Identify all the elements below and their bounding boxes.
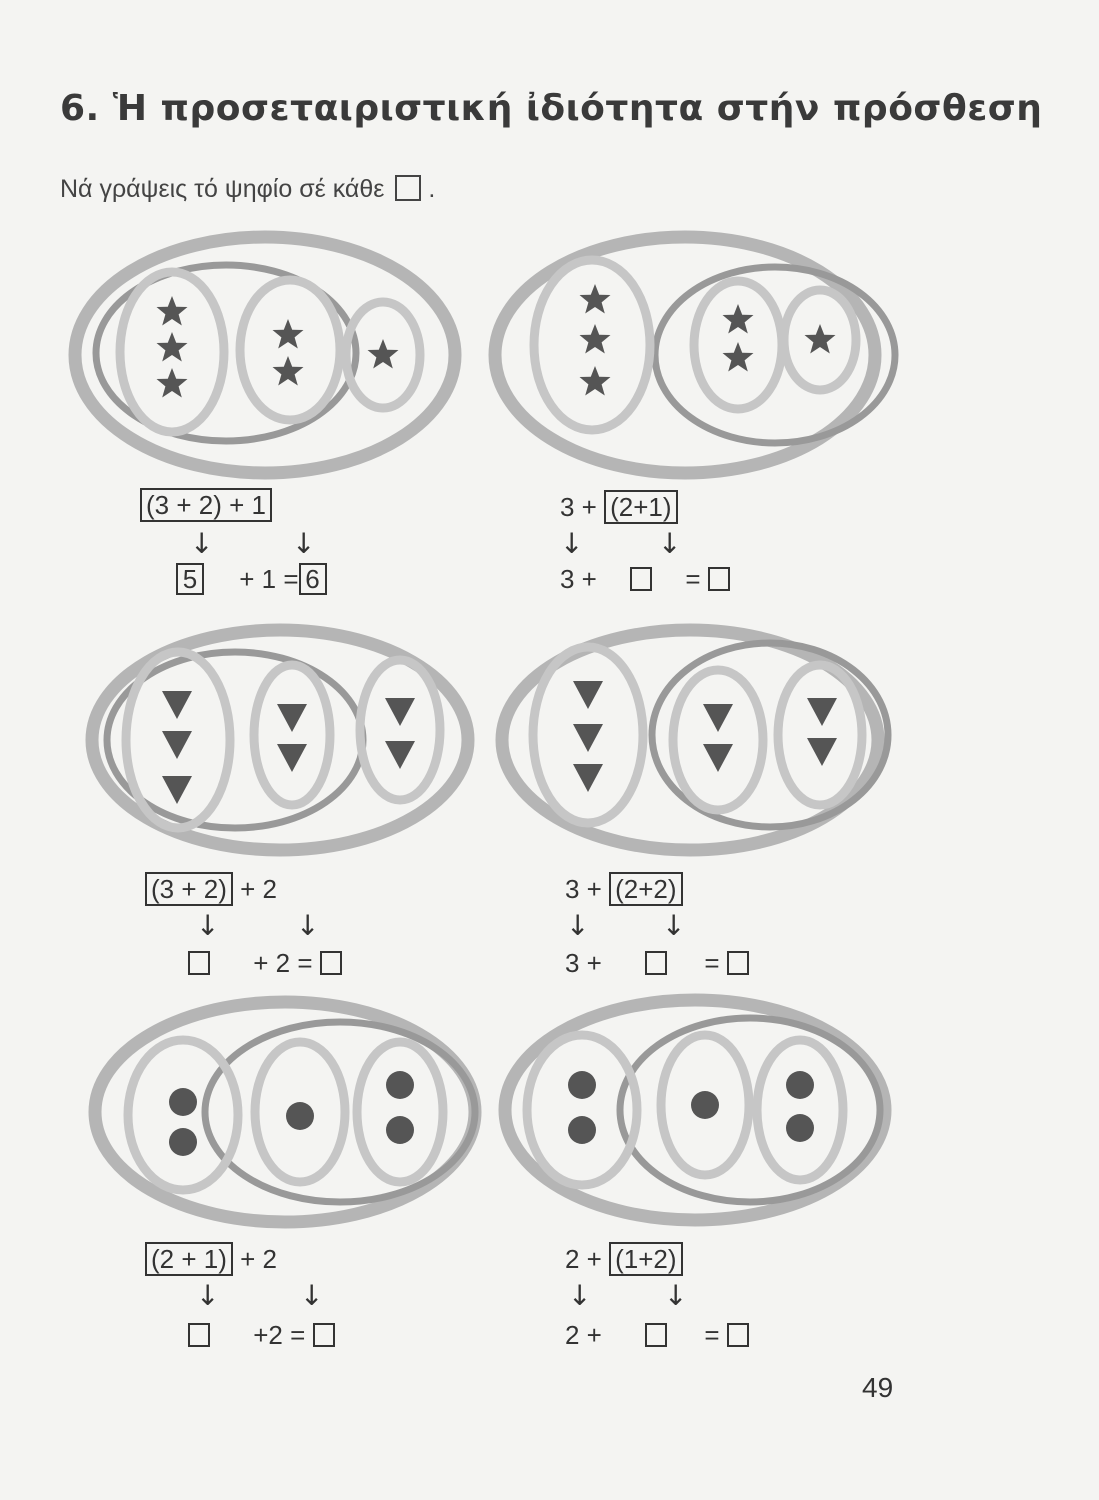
equation-text: 3 + bbox=[560, 564, 597, 594]
star-group-left bbox=[75, 237, 455, 473]
equation-1-left-line2 bbox=[176, 562, 327, 596]
instruction-text: Νά γράψεις τό ψηφίο σέ κάθε bbox=[60, 175, 385, 203]
star-group-right bbox=[495, 237, 895, 473]
down-arrow-icon: ↓ bbox=[658, 527, 682, 560]
framed-expression: (1+2) bbox=[609, 1242, 682, 1276]
equation-1-right-line1 bbox=[560, 490, 678, 524]
page-title: 6. Ἡ προσεταιριστική ἰδιότητα στήν πρόσθεση bbox=[60, 88, 1043, 129]
answer-box[interactable]: 5 bbox=[176, 563, 204, 595]
down-arrow-icon: ↓ bbox=[196, 909, 220, 942]
equation-3-left-line1 bbox=[145, 1242, 277, 1276]
equation-text: 3 + bbox=[560, 492, 597, 522]
equation-text: + 2 = bbox=[253, 948, 313, 978]
equation-text: = bbox=[704, 948, 720, 978]
equation-1-left-line1 bbox=[140, 488, 272, 522]
blank-box[interactable] bbox=[645, 1323, 667, 1347]
blank-box[interactable] bbox=[645, 951, 667, 975]
framed-expression: (2 + 1) bbox=[145, 1242, 233, 1276]
framed-expression: (2+2) bbox=[609, 872, 682, 906]
blank-box[interactable] bbox=[727, 1323, 749, 1347]
blank-box[interactable] bbox=[313, 1323, 335, 1347]
equation-2-left-line2 bbox=[188, 946, 342, 980]
triangle-icons-right bbox=[573, 681, 837, 792]
equation-text: +2 = bbox=[253, 1320, 306, 1350]
blank-box[interactable] bbox=[188, 951, 210, 975]
down-arrow-icon: ↓ bbox=[566, 909, 590, 942]
blank-box[interactable] bbox=[188, 1323, 210, 1347]
equation-2-right-line1 bbox=[565, 872, 683, 906]
page-number: 49 bbox=[862, 1372, 894, 1403]
down-arrow-icon: ↓ bbox=[190, 527, 214, 560]
equation-text: 2 + bbox=[565, 1320, 602, 1350]
equation-2-right-line2 bbox=[565, 946, 749, 980]
blank-box[interactable] bbox=[727, 951, 749, 975]
equation-1-right-line2 bbox=[560, 562, 730, 596]
equation-text: = bbox=[704, 1320, 720, 1350]
down-arrow-icon: ↓ bbox=[300, 1279, 324, 1312]
equation-text: + 1 = bbox=[239, 564, 299, 594]
blank-box[interactable] bbox=[630, 567, 652, 591]
equation-text: 3 + bbox=[565, 874, 602, 904]
equation-3-right-line1 bbox=[565, 1242, 683, 1276]
framed-expression: (2+1) bbox=[604, 490, 677, 524]
down-arrow-icon: ↓ bbox=[664, 1279, 688, 1312]
dot-icons-right bbox=[568, 1071, 814, 1144]
down-arrow-icon: ↓ bbox=[296, 909, 320, 942]
blank-box[interactable] bbox=[708, 567, 730, 591]
down-arrow-icon: ↓ bbox=[292, 527, 316, 560]
framed-expression: (3 + 2) + 1 bbox=[140, 488, 272, 522]
down-arrow-icon: ↓ bbox=[568, 1279, 592, 1312]
equation-text: 2 + bbox=[565, 1244, 602, 1274]
triangle-group-left bbox=[92, 630, 468, 850]
equation-text: = bbox=[685, 564, 701, 594]
dot-group-left bbox=[95, 1002, 475, 1222]
equation-text: + 2 bbox=[240, 1244, 277, 1274]
equation-3-left-line2 bbox=[188, 1318, 335, 1352]
down-arrow-icon: ↓ bbox=[662, 909, 686, 942]
answer-box[interactable]: 6 bbox=[299, 563, 327, 595]
equation-3-right-line2 bbox=[565, 1318, 749, 1352]
equation-2-left-line1 bbox=[145, 872, 277, 906]
down-arrow-icon: ↓ bbox=[196, 1279, 220, 1312]
equation-text: + 2 bbox=[240, 874, 277, 904]
blank-box[interactable] bbox=[320, 951, 342, 975]
down-arrow-icon: ↓ bbox=[560, 527, 584, 560]
equation-text: 3 + bbox=[565, 948, 602, 978]
instruction-end: . bbox=[428, 175, 436, 203]
framed-expression: (3 + 2) bbox=[145, 872, 233, 906]
